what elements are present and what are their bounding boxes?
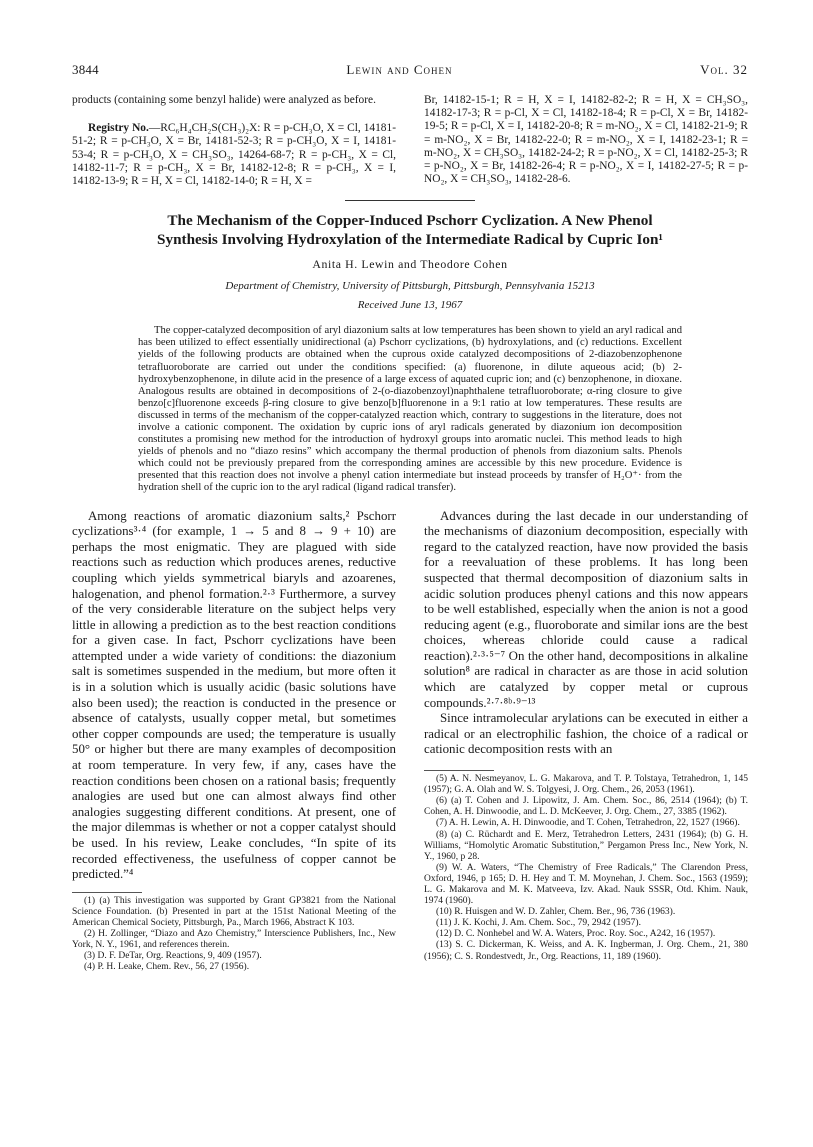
footnote: (6) (a) T. Cohen and J. Lipowitz, J. Am. Chem. Soc., 86, 2514 (1964); (b) T. Cohen, A. H. Dinwoodie, and L. D. McKeever, J. Org. Chem., 27, 3385 (1962).: [424, 796, 748, 818]
footnote: (13) S. C. Dickerman, K. Weiss, and A. K. Ingberman, J. Org. Chem., 21, 380 (1956); C. S. Rondestvedt, Jr., Org. Reactions, 11, 189 (1960).: [424, 940, 748, 962]
footnote: (5) A. N. Nesmeyanov, L. G. Makarova, and T. P. Tolstaya, Tetrahedron, 1, 145 (1957); G. A. Olah and W. S. Tolgyesi, J. Org. Chem., 26, 2053 (1961).: [424, 774, 748, 796]
body-left-column: [72, 509, 396, 974]
footnotes-right: [424, 770, 748, 963]
experimental-tail: products (containing some benzyl halide) were analyzed as before.: [72, 94, 376, 106]
title-line-2: Synthesis Involving Hydroxylation of the Intermediate Radical by Cupric Ion¹: [157, 231, 663, 249]
footnote-rule: [72, 892, 142, 893]
article-title: [72, 211, 748, 249]
footnote-rule: [424, 770, 494, 771]
volume-label: Vol. 32: [700, 62, 748, 77]
footnote: (10) R. Huisgen and W. D. Zahler, Chem. Ber., 96, 736 (1963).: [436, 907, 676, 918]
registry-text-right: Br, 14182-15-1; R = H, X = I, 14182-82-2; R = H, X = CH₃SO₃, 14182-17-3; R = p-Cl, X = Cl, 14182-18-4; R = p-Cl, X = Br, 14182-19-5; R = p-Cl, X = I, 14182-20-8; R = m-NO₂, X = Cl, 14182-21-9; R = m-NO₂, X = Br, 14182-22-0; R = m-NO₂, X = I, 14182-23-1; R = m-NO₂, X = CH₃SO₃, 14182-24-2; R = p-NO₂, X = Cl, 14182-25-3; R = p-NO₂, X = Br, 14182-26-4; R = p-NO₂, X = I, 14182-27-5; R = p-NO₂, X = CH₃SO₃, 14182-28-6.: [424, 94, 748, 186]
footnotes-left: [72, 892, 396, 974]
footnote: (11) J. K. Kochi, J. Am. Chem. Soc., 79, 2942 (1957).: [436, 918, 641, 929]
footnote: (9) W. A. Waters, “The Chemistry of Free Radicals,” The Clarendon Press, Oxford, 1946, p 165; D. H. Hey and T. M. Moynehan, J. Chem. Soc., 1563 (1959); L. G. Makarova and M. K. Matveeva, Izv. Akad. Nauk SSSR, Otd. Khim. Nauk, 1974 (1960).: [424, 862, 748, 907]
body-right-column: [424, 509, 748, 974]
footnote: (2) H. Zollinger, “Diazo and Azo Chemistry,” Interscience Publishers, Inc., New York, N. Y., 1961, and references therein.: [72, 929, 396, 951]
footnote: (7) A. H. Lewin, A. H. Dinwoodie, and T. Cohen, Tetrahedron, 22, 1527 (1966).: [436, 818, 740, 829]
footnote: (1) (a) This investigation was supported by Grant GP3821 from the National Science Foundation. (b) Presented in part at the 151st National Meeting of the American Chemical Society, Pittsburgh, Pa., March 1966, Abstract K 103.: [72, 895, 396, 928]
article-body: [72, 509, 748, 974]
received-date: Received June 13, 1967: [357, 299, 463, 312]
registry-text-left: —RC₆H₄CH₂S(CH₃)₂X: R = p-CH₃O, X = Cl, 14181-51-2; R = p-CH₃O, X = Br, 14181-52-3; R = p-CH₃O, X = I, 14181-53-4; R = p-CH₃O, X = CH₃SO₃, 14264-68-7; R = p-CH₃, X = Cl, 14182-11-7; R = p-CH₃, X = Br, 14182-12-8; R = p-CH₃, X = I, 14182-13-9; R = H, X = Cl, 14182-14-0; R = H, X =: [72, 122, 396, 188]
footnote: (8) (a) C. Rüchardt and E. Merz, Tetrahedron Letters, 2431 (1964); (b) G. H. Williams, “Homolytic Aromatic Substitution,” Pergamon Press Inc., New York, N. Y., 1960, p 28.: [424, 829, 748, 862]
registry-label: Registry No.: [88, 122, 149, 135]
top-left-column: [72, 94, 396, 188]
intro-paragraph: Among reactions of aromatic diazonium salts,² Pschorr cyclizations³·⁴ (for example, 1 → 5 and 8 → 9 + 10) are perhaps the most enigmatic. They are plagued with side reactions such as reduction which produces arenes, reductive coupling which yields symmetrical biaryls and azoarenes, halogenation, and phenol formation.²·³ Furthermore, a survey of the very considerable literature on the subject helps very little in allowing a prediction as to the best reaction conditions for a given case. In fact, Pschorr cyclizations have been attempted under a wide variety of conditions: the diazonium salt is sometimes suspended in the medium, but more often it is in a solution which is usually acidic (basic solutions have also been used); the reaction is conducted in the presence or absence of catalysts, usually copper metal, but sometimes other copper compounds are used; the temperature is usually 50° or higher but there are many examples of decomposition at room temperature. In very few, if any, cases have the reaction conditions been chosen on a rational basis; frequently analogies are used but one can almost always find other analogies suggesting different conditions. At present, one of the major dilemmas is whether or not a copper catalyst should be used. In his review, Leake concludes, “In spite of its recorded effectiveness, the usefulness of copper cannot be predicted.”⁴: [72, 508, 396, 882]
arylation-paragraph: Since intramolecular arylations can be executed in either a radical or an electrophilic fashion, the choice of a radical or cationic decomposition rests with an: [424, 711, 748, 757]
footnote: (3) D. F. DeTar, Org. Reactions, 9, 409 (1957).: [84, 951, 262, 962]
page-header: [72, 62, 748, 78]
registry-numbers-left: [72, 122, 396, 188]
footnote: (12) D. C. Nonhebel and W. A. Waters, Proc. Roy. Soc., A242, 16 (1957).: [436, 929, 716, 940]
mechanism-paragraph: Advances during the last decade in our understanding of the mechanisms of diazonium decomposition, especially with regard to the catalyzed reaction, have now provided the basis for a reevaluation of these problems. It has long been suspected that thermal decomposition of diazonium salts in acidic solution produces phenyl cations and this now appears to be well established, especially when the anion is not a good reducing agent (e.g., fluoroborate and similar ions are the best choices, whereas chloride could cause a radical reaction).²·³·⁵⁻⁷ On the other hand, decompositions in alkaline solution⁸ are radical in character as are those in acid solution which are catalyzed by copper metal or cuprous compounds.²·⁷·⁸ᵇ·⁹⁻¹³: [424, 508, 748, 710]
footnote: (4) P. H. Leake, Chem. Rev., 56, 27 (1956).: [84, 962, 250, 973]
authors: Anita H. Lewin and Theodore Cohen: [312, 257, 508, 272]
affiliation: Department of Chemistry, University of Pittsburgh, Pittsburgh, Pennsylvania 15213: [225, 280, 595, 293]
page-number: 3844: [72, 62, 99, 77]
top-right-column: [424, 94, 748, 188]
article-divider: [345, 200, 475, 201]
previous-article-end: [72, 94, 748, 188]
abstract: The copper-catalyzed decomposition of aryl diazonium salts at low temperatures has been shown to yield an aryl radical and has been utilized to effect essentially unidirectional (a) Pschorr cyclizations, (b) hydroxylations, and (c) reductions. Excellent yields of the following products are obtained when the cuprous oxide catalyzed decompositions of 2-diazobenzophenone tetrafluoroborate are carried out under the conditions specified: (a) fluorenone, in dilute aqueous acid; (b) 2-hydroxybenzophenone, in dilute acid in the presence of a large excess of aquated cupric ion; and (c) benzophenone, in dioxane. Analogous results are obtained in decompositions of 2-(o-diazobenzoyl)naphthalene tetrafluoroborate; α-ring closure to give benzo[c]fluorenone exceeds β-ring closure to give benzo[b]fluorenone in a 9:1 ratio at low temperatures. These results are discussed in terms of the mechanism of the copper-catalyzed reaction which, contrary to suggestions in the literature, does not involve a cationic component. The oxidation by cupric ions of aryl radicals generated by diazonium ion decomposition constitutes a promising new method for the introduction of hydroxyl groups into aromatic nuclei. This method leads to high yields of phenols and no “diazo resins” which accompany the thermal production of phenols from diazonium salts. Phenols which could not be previously prepared from the corresponding amines are accessible by this new procedure. Evidence is presented that this reaction does not involve a phenyl cation intermediate but instead proceeds by transfer of H₂O⁺· from the hydration shell of the cupric ion to the aryl radical (ligand radical transfer).: [138, 325, 682, 494]
journal-page: [72, 62, 748, 973]
running-title: Lewin and Cohen: [346, 62, 453, 77]
title-line-1: The Mechanism of the Copper-Induced Pschorr Cyclization. A New Phenol: [167, 212, 653, 230]
